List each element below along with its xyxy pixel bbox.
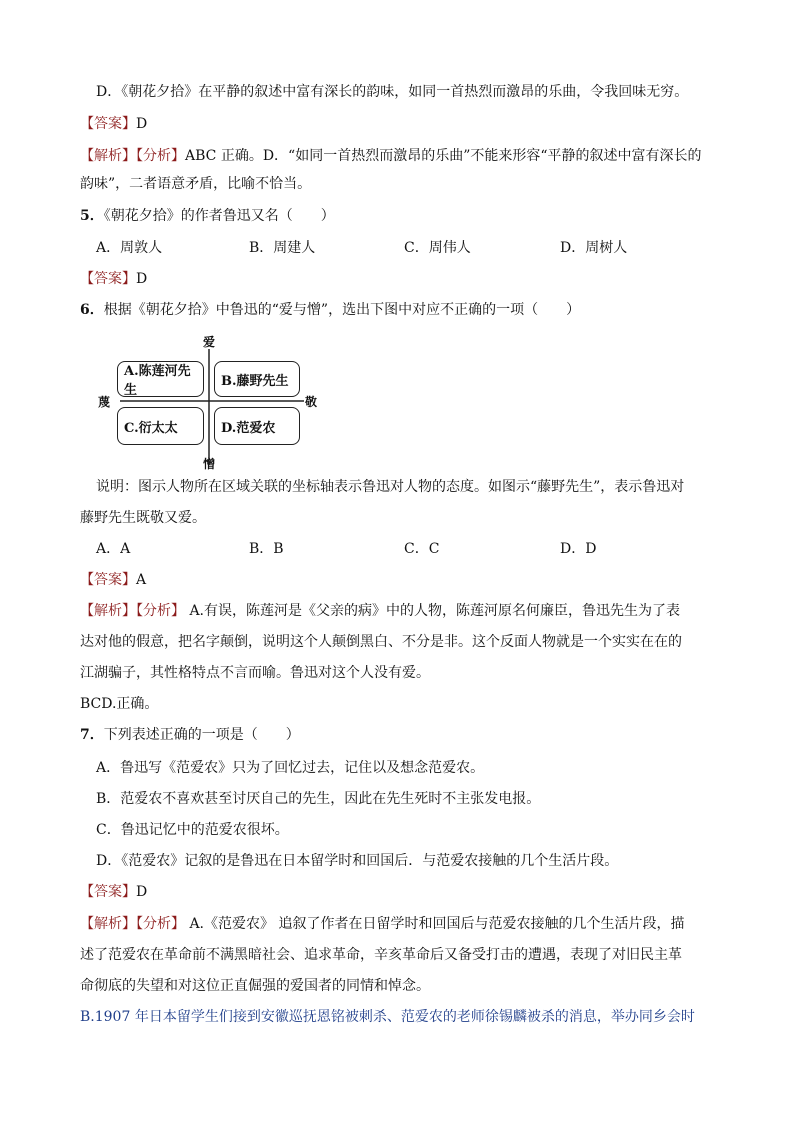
q6-option-a: A．A xyxy=(96,541,131,557)
quadrant-box-d: D.范爱农 xyxy=(214,407,300,445)
q6-stem xyxy=(80,300,580,320)
q7-option-d: D．《范爱农》记叙的是鲁迅在日本留学时和回国后．与范爱农接触的几个生活片段。 xyxy=(96,853,619,869)
answer-tag: 【答案】 xyxy=(80,271,136,287)
q5-stem xyxy=(80,206,335,226)
answer-value: D xyxy=(136,116,148,132)
q4-analysis-line2: 韵味”，二者语意矛盾，比喻不恰当。 xyxy=(80,176,312,192)
q7-answer xyxy=(80,882,147,902)
question-stem: 《朝花夕拾》的作者鲁迅又名（ ） xyxy=(103,208,335,224)
q4-option-d: D．《朝花夕拾》在平静的叙述中富有深长的韵味，如同一首热烈而激昂的乐曲，令我回味无穷。 xyxy=(96,84,689,100)
axis-label-left: 蔑 xyxy=(98,395,111,409)
analysis-text: A.有误，陈莲河是《父亲的病》中的人物，陈莲河原名何廉臣，鲁迅先生为了表 xyxy=(185,603,681,619)
q4-answer xyxy=(80,114,147,134)
attitude-quadrant-diagram xyxy=(98,335,322,471)
q6-analysis-line4: BCD.正确。 xyxy=(80,696,159,712)
analysis-tag: 【解析】【分析】 xyxy=(80,148,185,164)
answer-tag: 【答案】 xyxy=(80,884,136,900)
answer-tag: 【答案】 xyxy=(80,116,136,132)
question-stem: 根据《朝花夕拾》中鲁迅的“爱与憎”，选出下图中对应不正确的一项（ ） xyxy=(103,302,581,318)
answer-value: D xyxy=(136,271,148,287)
q5-answer xyxy=(80,269,147,289)
q6-note-line2: 藤野先生既敬又爱。 xyxy=(80,510,206,526)
analysis-tag: 【解析】【分析】 xyxy=(80,603,185,619)
question-number: 7． xyxy=(80,727,104,743)
q6-option-d: D．D xyxy=(560,541,597,557)
q7-analysis-line2: 述了范爱农在革命前不满黑暗社会、追求革命，辛亥革命后又备受打击的遭遇，表现了对旧民主革 xyxy=(80,947,682,963)
question-number: 6． xyxy=(80,302,104,318)
answer-tag: 【答案】 xyxy=(80,572,136,588)
q6-analysis-line3: 江湖骗子，其性格特点不言而喻。鲁迅对这个人没有爱。 xyxy=(80,665,430,681)
q7-option-a: A．鲁迅写《范爱农》只为了回忆过去，记住以及想念范爱农。 xyxy=(96,760,485,776)
analysis-tag: 【解析】【分析】 xyxy=(80,916,185,932)
q7-stem xyxy=(80,725,300,745)
quadrant-box-b: B.藤野先生 xyxy=(214,361,300,397)
q7-option-c: C．鲁迅记忆中的范爱农很坏。 xyxy=(96,822,289,838)
analysis-text: A.《范爱农》 追叙了作者在日留学时和回国后与范爱农接触的几个生活片段，描 xyxy=(185,916,685,932)
quadrant-box-a: A.陈莲河先生 xyxy=(117,361,204,397)
q6-option-c: C．C xyxy=(404,541,440,557)
question-stem: 下列表述正确的一项是（ ） xyxy=(103,727,300,743)
quadrant-box-c: C.衍太太 xyxy=(117,407,204,445)
q6-answer xyxy=(80,570,146,590)
analysis-text: ABC 正确。D．“如同一首热烈而激昂的乐曲”不能来形容“平静的叙述中富有深长的 xyxy=(185,148,702,164)
diagram-axes xyxy=(112,335,322,465)
q5-option-c: C．周伟人 xyxy=(404,240,471,256)
q6-option-b: B．B xyxy=(249,541,284,557)
q5-option-d: D．周树人 xyxy=(560,240,628,256)
axis-label-bottom: 憎 xyxy=(203,457,216,471)
q5-option-a: A．周敦人 xyxy=(96,240,163,256)
q7-option-b: B．范爱农不喜欢甚至讨厌自己的先生，因此在先生死时不主张发电报。 xyxy=(96,791,541,807)
q7-analysis-line3: 命彻底的失望和对这位正直倔强的爱国者的同情和悼念。 xyxy=(80,978,430,994)
axis-label-top: 爱 xyxy=(203,335,216,349)
q7-analysis-line4: B.1907 年日本留学生们接到安徽巡抚恩铭被刺杀、范爱农的老师徐锡麟被杀的消息，举办同乡会时 xyxy=(80,1009,695,1025)
q6-analysis-line1 xyxy=(80,601,680,621)
question-number: 5． xyxy=(80,208,104,224)
answer-value: A xyxy=(136,572,147,588)
q5-option-b: B．周建人 xyxy=(249,240,316,256)
q6-analysis-line2: 达对他的假意，把名字颠倒，说明这个人颠倒黑白、不分是非。这个反面人物就是一个实实在在的 xyxy=(80,634,682,650)
q4-analysis-line1 xyxy=(80,146,702,166)
answer-value: D xyxy=(136,884,148,900)
q7-analysis-line1 xyxy=(80,914,684,934)
axis-label-right: 敬 xyxy=(305,395,318,409)
q6-note-line1: 说明：图示人物所在区域关联的坐标轴表示鲁迅对人物的态度。如图示“藤野先生”，表示鲁迅对 xyxy=(96,479,685,495)
